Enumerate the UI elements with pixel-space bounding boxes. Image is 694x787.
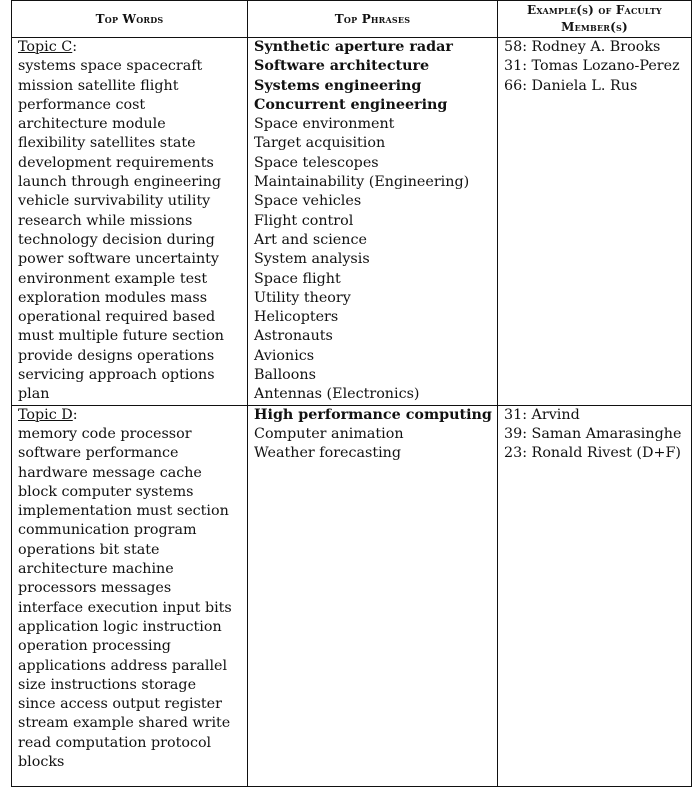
topics-table xyxy=(11,0,692,787)
header-top-phrases xyxy=(248,1,498,38)
top-words-line: application logic instruction xyxy=(18,618,222,635)
top-words-line: hardware message cache xyxy=(18,464,202,481)
faculty-member: 66: Daniela L. Rus xyxy=(504,77,638,94)
phrase-item: Art and science xyxy=(254,231,367,248)
top-words-line: read computation protocol xyxy=(18,734,212,751)
top-words-line: operational required based xyxy=(18,309,216,326)
phrase-item: Software architecture xyxy=(254,58,430,75)
top-words-line: size instructions storage xyxy=(18,676,197,693)
top-words-line: block computer systems xyxy=(18,483,194,500)
top-words-line: plan xyxy=(18,386,50,403)
phrase-item: Concurrent engineering xyxy=(254,96,448,113)
phrase-item: Weather forecasting xyxy=(254,445,402,462)
faculty-member: 31: Tomas Lozano-Perez xyxy=(504,58,680,75)
top-words-line: power software uncertainty xyxy=(18,251,220,268)
topic-heading xyxy=(18,38,247,57)
phrase-item: Space flight xyxy=(254,270,341,287)
top-words-line: provide designs operations xyxy=(18,347,215,364)
table-row xyxy=(12,405,692,786)
phrase-item: Maintainability (Engineering) xyxy=(254,174,470,191)
phrase-item: Synthetic aperture radar xyxy=(254,39,453,55)
phrase-item: Space vehicles xyxy=(254,193,362,210)
faculty-cell xyxy=(498,405,692,786)
phrase-item: System analysis xyxy=(254,251,370,268)
top-words-line: launch through engineering xyxy=(18,174,222,191)
top-words-line: environment example test xyxy=(18,270,208,287)
top-words-line: implementation must section xyxy=(18,503,229,520)
phrase-item: Space telescopes xyxy=(254,154,379,171)
top-words-line: technology decision during xyxy=(18,231,215,248)
phrase-item: High performance computing xyxy=(254,406,492,423)
top-words-line: performance cost xyxy=(18,96,146,113)
top-words-line: operations bit state xyxy=(18,541,160,558)
top-words-cell xyxy=(12,38,248,406)
table-body xyxy=(12,38,692,787)
phrase-item: Space environment xyxy=(254,116,395,133)
phrase-item: Astronauts xyxy=(254,328,333,345)
top-words-line: must multiple future section xyxy=(18,328,225,345)
header-examples xyxy=(498,1,692,38)
phrase-item: Utility theory xyxy=(254,289,351,306)
header-top-phrases-label: Top Phrases xyxy=(334,11,411,26)
faculty-member: 39: Saman Amarasinghe xyxy=(504,425,682,442)
top-words-line: flexibility satellites state xyxy=(18,135,196,152)
faculty-member: 58: Rodney A. Brooks xyxy=(504,39,661,55)
top-words-line: vehicle survivability utility xyxy=(18,193,211,210)
phrase-item: Avionics xyxy=(254,347,315,364)
top-words-line: communication program xyxy=(18,522,197,539)
top-words-line: architecture machine xyxy=(18,561,174,578)
header-top-words xyxy=(12,1,248,38)
topic-label: Topic D xyxy=(18,406,73,423)
top-phrases-cell xyxy=(248,405,498,786)
phrase-item: Computer animation xyxy=(254,425,404,442)
header-examples-label: Example(s) of Faculty Member(s) xyxy=(527,3,662,34)
top-words-line: development requirements xyxy=(18,154,214,171)
top-words-cell xyxy=(12,405,248,786)
faculty-member: 23: Ronald Rivest (D+F) xyxy=(504,445,681,462)
topic-label-suffix: : xyxy=(72,406,78,423)
top-words-line: interface execution input bits xyxy=(18,599,232,616)
top-words-line: software performance xyxy=(18,445,179,462)
top-words-line: processors messages xyxy=(18,580,172,597)
faculty-member: 31: Arvind xyxy=(504,406,580,423)
topic-heading xyxy=(18,406,247,425)
phrase-item: Balloons xyxy=(254,367,316,384)
top-words-line: research while missions xyxy=(18,212,193,229)
topic-label-suffix: : xyxy=(72,39,78,55)
faculty-cell xyxy=(498,38,692,406)
header-top-words-label: Top Words xyxy=(95,11,164,26)
top-words-line: operation processing xyxy=(18,638,171,655)
phrase-item: Systems engineering xyxy=(254,77,422,94)
topic-label: Topic C xyxy=(18,39,73,55)
top-words-line: architecture module xyxy=(18,116,166,133)
phrase-item: Target acquisition xyxy=(254,135,386,152)
top-words-line: exploration modules mass xyxy=(18,289,208,306)
top-words-line: blocks xyxy=(18,753,65,770)
table-row xyxy=(12,38,692,406)
top-words-line: mission satellite flight xyxy=(18,77,179,94)
top-words-line: stream example shared write xyxy=(18,715,231,732)
top-words-line: memory code processor xyxy=(18,425,192,442)
top-phrases-cell xyxy=(248,38,498,406)
top-words-line: systems space spacecraft xyxy=(18,58,203,75)
top-words-line: applications address parallel xyxy=(18,657,228,674)
top-words-line: since access output register xyxy=(18,696,222,713)
phrase-item: Helicopters xyxy=(254,309,339,326)
phrase-item: Antennas (Electronics) xyxy=(254,386,420,403)
phrase-item: Flight control xyxy=(254,212,354,229)
top-words-line: servicing approach options xyxy=(18,367,215,384)
header-row xyxy=(12,1,692,38)
